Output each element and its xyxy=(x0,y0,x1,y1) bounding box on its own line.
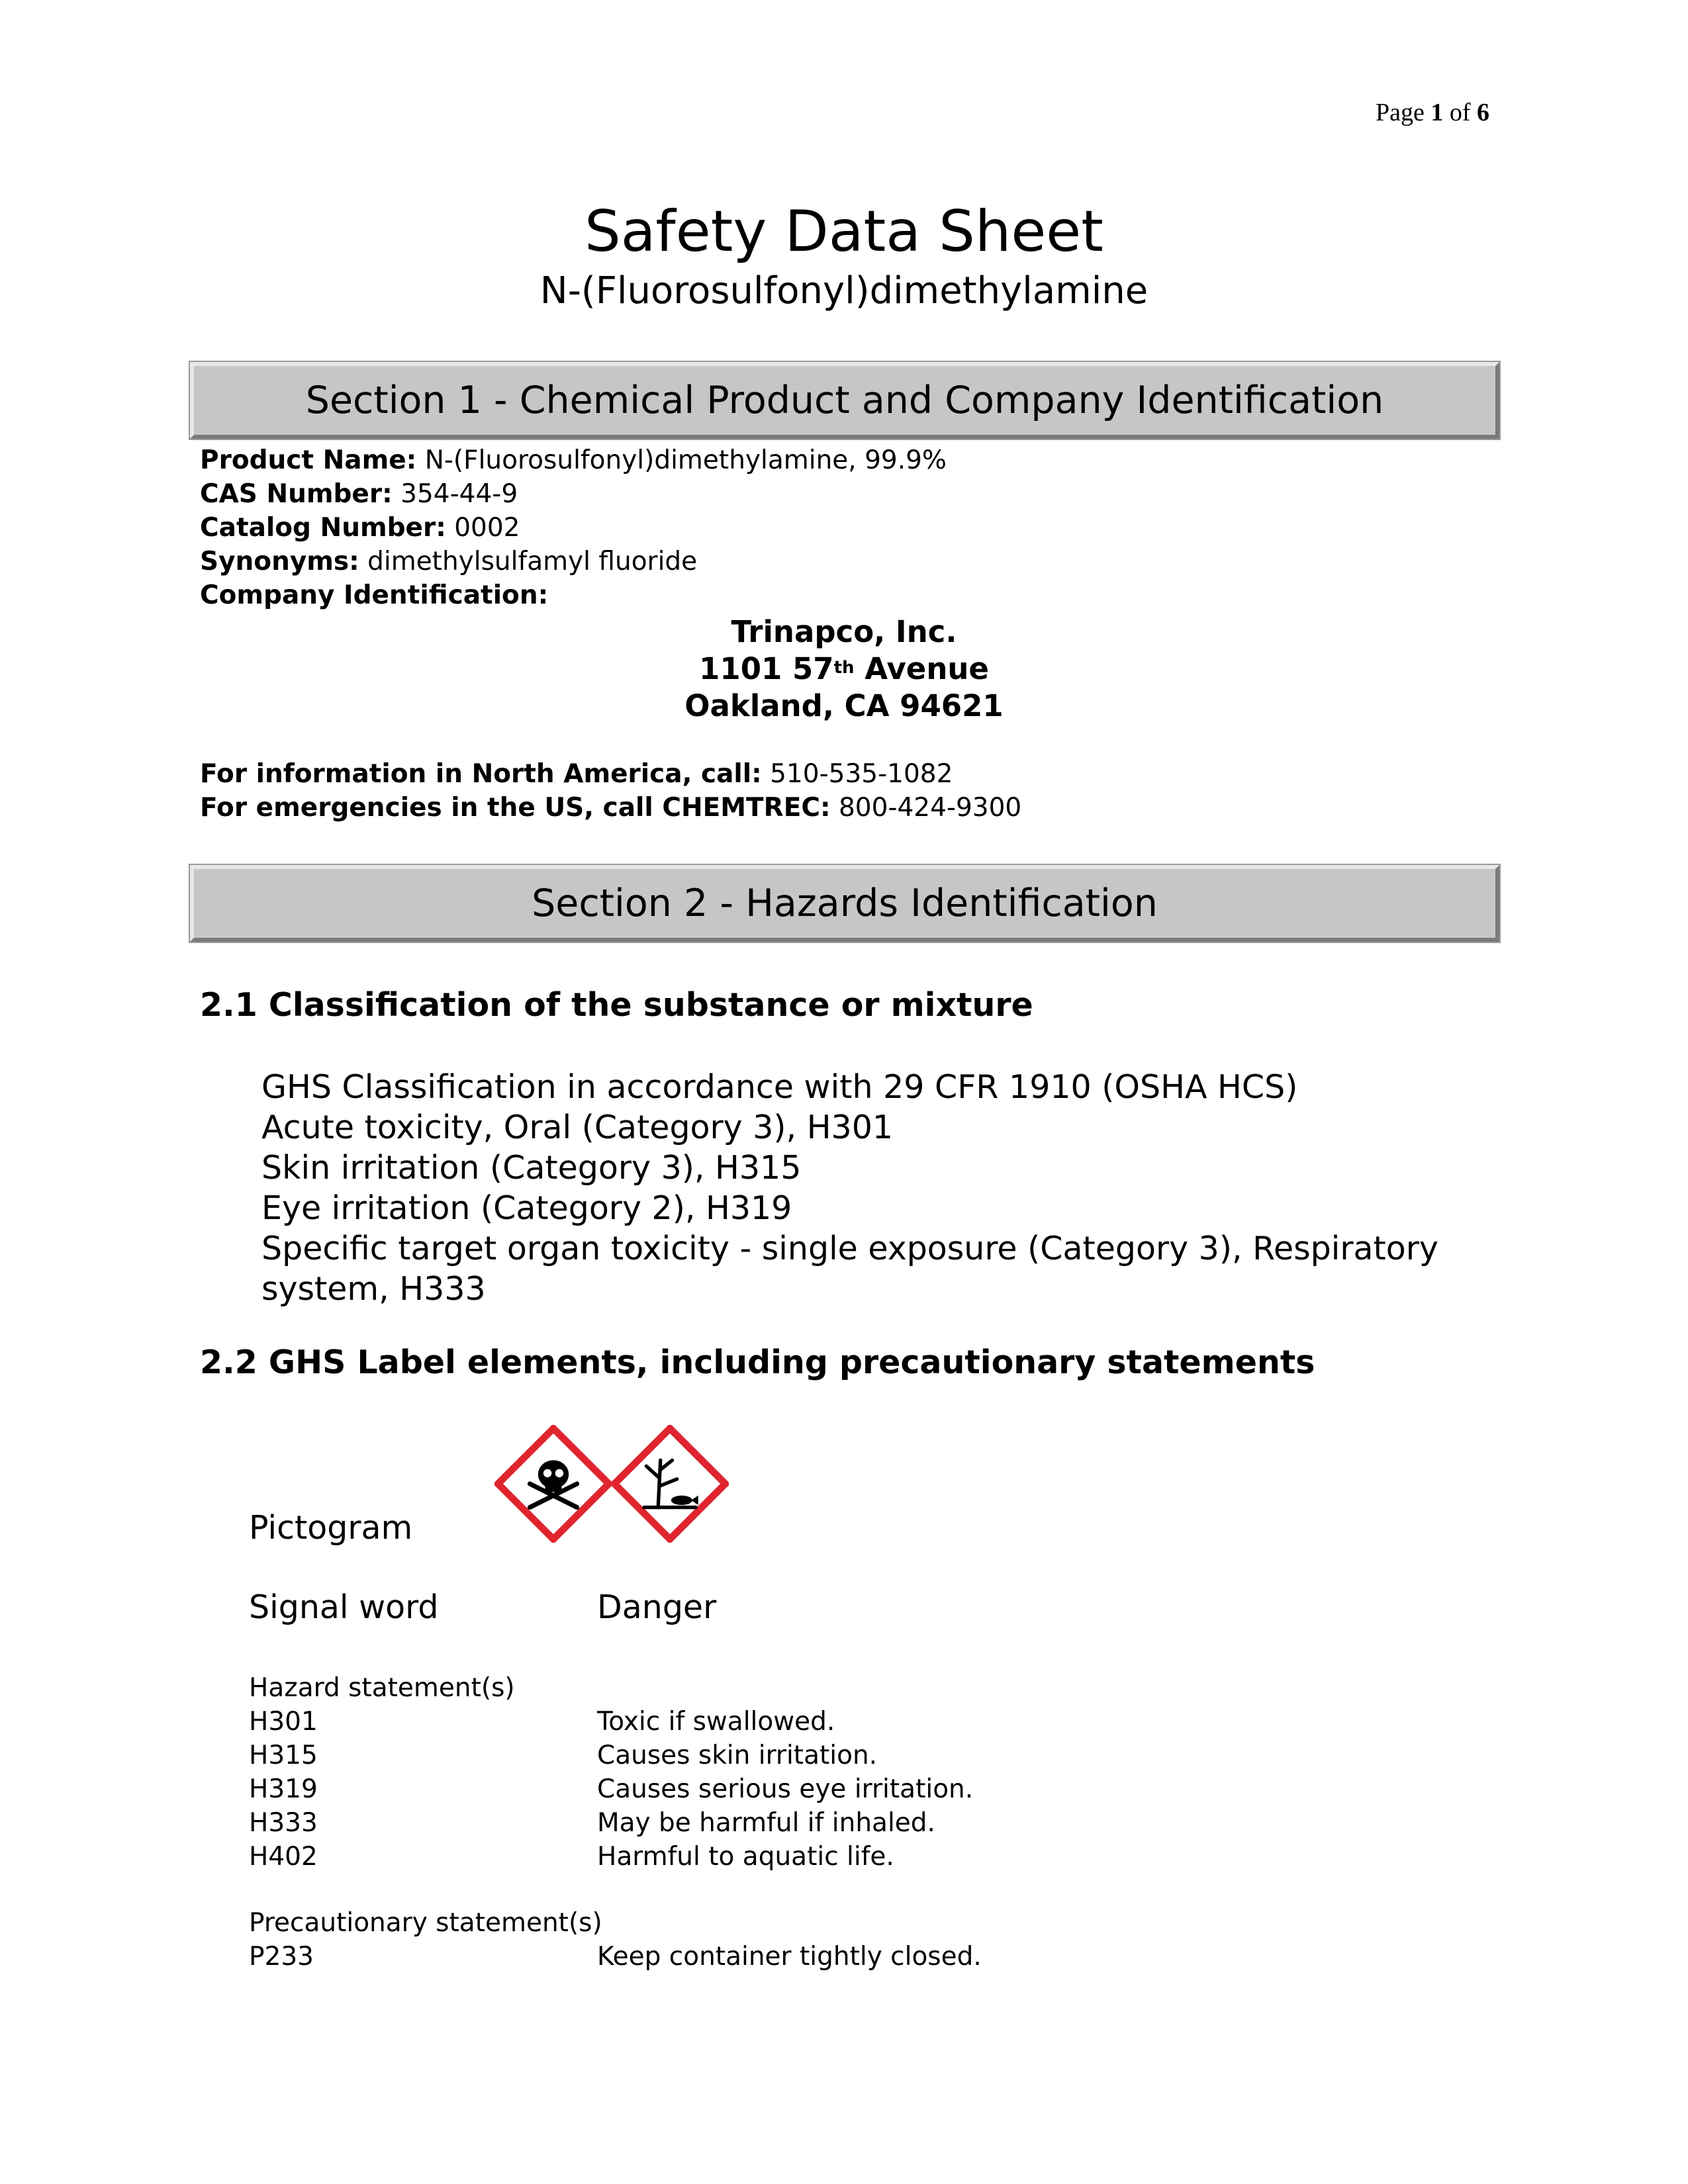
info-phone-row: For information in North America, call: 510-535-1082 xyxy=(200,759,953,789)
company-name: Trinapco, Inc. xyxy=(731,614,957,649)
contact-info xyxy=(200,757,1021,825)
classification-line: Skin irritation (Category 3), H315 xyxy=(261,1149,802,1187)
hazard-codes xyxy=(249,1705,318,1874)
precautionary-statements-heading: Precautionary statement(s) xyxy=(249,1908,602,1938)
hazard-code: H402 xyxy=(249,1842,318,1872)
signal-word-value: Danger xyxy=(597,1588,717,1626)
document-title: Safety Data Sheet xyxy=(585,199,1103,265)
hazard-statements-heading: Hazard statement(s) xyxy=(249,1673,515,1703)
precaution-code: P233 xyxy=(249,1942,314,1972)
document-subtitle: N-(Fluorosulfonyl)dimethylamine xyxy=(539,269,1149,312)
section-1-header: Section 1 - Chemical Product and Company Identification xyxy=(190,362,1499,439)
cas-number-row: CAS Number: 354-44-9 xyxy=(200,479,518,509)
product-name-row: Product Name: N-(Fluorosulfonyl)dimethylamine, 99.9% xyxy=(200,445,947,475)
hazard-text: Causes skin irritation. xyxy=(597,1741,878,1770)
pictogram-label: Pictogram xyxy=(249,1509,413,1547)
environment-icon xyxy=(611,1425,729,1543)
skull-and-crossbones-icon xyxy=(494,1425,612,1543)
hazard-text: Toxic if swallowed. xyxy=(597,1707,835,1737)
company-street: 1101 57th Avenue xyxy=(699,651,989,686)
hazard-text: Harmful to aquatic life. xyxy=(597,1842,894,1872)
page-number: Page 1 of 6 xyxy=(1375,99,1489,126)
company-address xyxy=(0,614,1688,725)
company-identification-row: Company Identification: xyxy=(200,580,549,610)
classification-line: Acute toxicity, Oral (Category 3), H301 xyxy=(261,1109,894,1146)
hazard-text: May be harmful if inhaled. xyxy=(597,1808,935,1838)
company-city: Oakland, CA 94621 xyxy=(684,688,1004,723)
product-info xyxy=(200,443,947,612)
classification-line: system, H333 xyxy=(261,1270,486,1308)
hazard-code: H319 xyxy=(249,1774,318,1804)
hazard-code: H315 xyxy=(249,1741,318,1770)
emergency-phone-row: For emergencies in the US, call CHEMTREC: 800-424-9300 xyxy=(200,793,1022,823)
precaution-text: Keep container tightly closed. xyxy=(597,1942,982,1972)
classification-line: Specific target organ toxicity - single exposure (Category 3), Respiratory xyxy=(261,1230,1438,1267)
classification-line: GHS Classification in accordance with 29 CFR 1910 (OSHA HCS) xyxy=(261,1068,1298,1106)
hazard-code: H333 xyxy=(249,1808,318,1838)
signal-word-label: Signal word xyxy=(249,1588,439,1626)
subsection-2-2-heading: 2.2 GHS Label elements, including precautionary statements xyxy=(200,1343,1315,1381)
hazard-code: H301 xyxy=(249,1707,318,1737)
section-2-header: Section 2 - Hazards Identification xyxy=(190,865,1499,942)
catalog-number-row: Catalog Number: 0002 xyxy=(200,513,520,543)
synonyms-row: Synonyms: dimethylsulfamyl fluoride xyxy=(200,547,698,576)
classification-line: Eye irritation (Category 2), H319 xyxy=(261,1189,792,1227)
ghs-classification-list xyxy=(261,1067,1438,1309)
hazard-text: Causes serious eye irritation. xyxy=(597,1774,974,1804)
hazard-texts xyxy=(597,1705,973,1874)
subsection-2-1-heading: 2.1 Classification of the substance or mixture xyxy=(200,986,1033,1024)
